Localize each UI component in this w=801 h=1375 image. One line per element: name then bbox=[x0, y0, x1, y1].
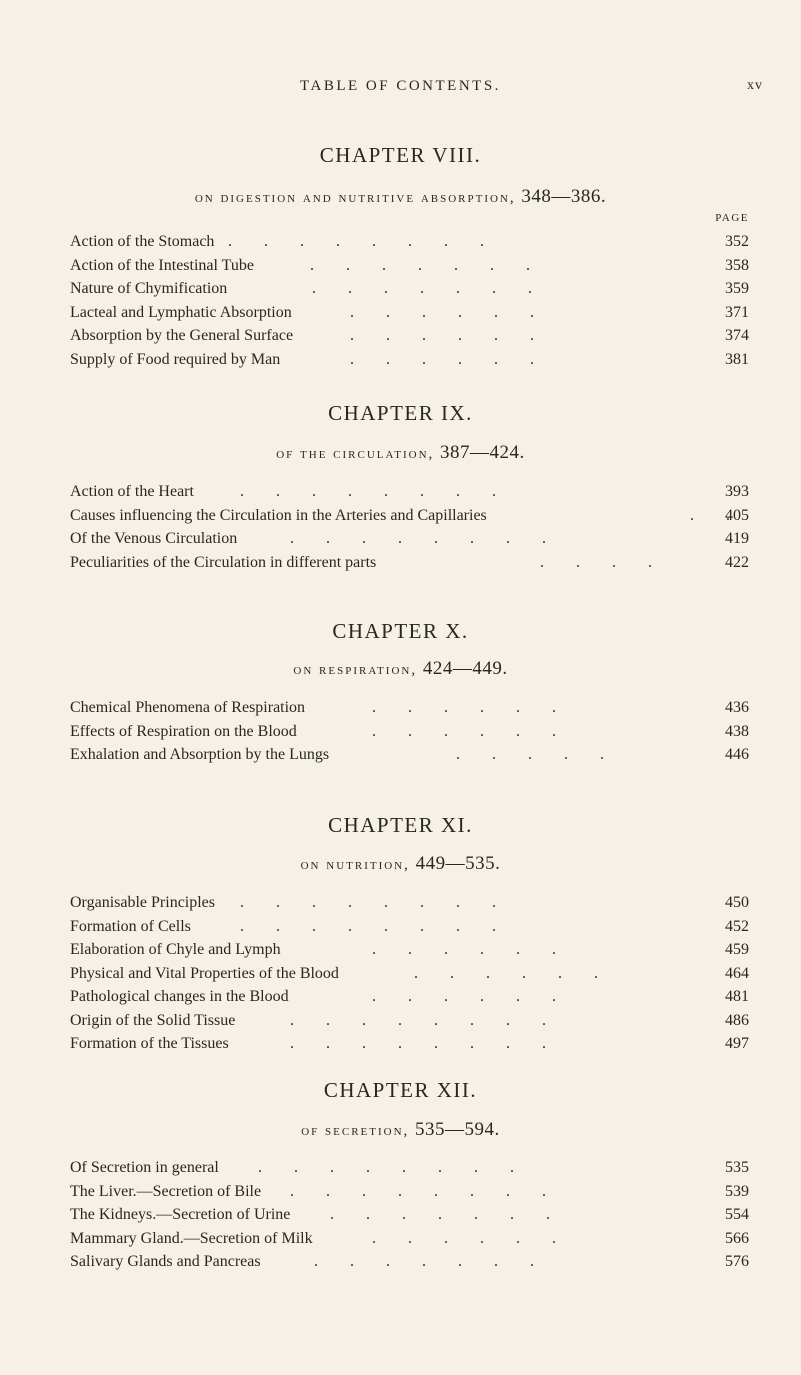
chapter-title: CHAPTER X. bbox=[332, 619, 469, 643]
chapter-page-range: 387—424. bbox=[440, 442, 525, 463]
toc-entry[interactable] bbox=[0, 1180, 801, 1204]
entry-page: 535 bbox=[725, 1159, 749, 1176]
toc-entry[interactable] bbox=[0, 938, 801, 962]
chapter-subtitle bbox=[0, 656, 801, 682]
chapter-subtitle bbox=[0, 1117, 801, 1143]
leader-dots: . . . . . . bbox=[414, 964, 598, 982]
running-head bbox=[0, 78, 801, 102]
running-page-number: xv bbox=[747, 78, 763, 93]
entry-title: Action of the Intestinal Tube bbox=[70, 256, 254, 274]
chapter-title: CHAPTER VIII. bbox=[319, 143, 482, 167]
chapter-subtitle bbox=[0, 184, 801, 210]
chapter-x bbox=[0, 618, 801, 767]
leader-dots: . . . . . . . bbox=[310, 256, 530, 274]
entry-title: Of Secretion in general bbox=[70, 1159, 219, 1176]
leader-dots: . . . . . bbox=[456, 746, 604, 763]
entry-title: Lacteal and Lymphatic Absorption bbox=[70, 303, 292, 321]
toc-entry[interactable] bbox=[0, 962, 801, 986]
entry-title: Pathological changes in the Blood bbox=[70, 988, 289, 1005]
leader-dots: . . . . . . . . bbox=[290, 1035, 546, 1052]
entry-page: 359 bbox=[725, 280, 749, 297]
toc-entry[interactable] bbox=[0, 348, 801, 372]
entry-title: Peculiarities of the Circulation in different parts bbox=[70, 553, 377, 571]
toc-entry[interactable] bbox=[0, 1156, 801, 1180]
chapter-page-range: 449—535. bbox=[415, 853, 501, 874]
chapter-title: CHAPTER XI. bbox=[328, 813, 473, 837]
chapter-title: CHAPTER IX. bbox=[328, 401, 473, 425]
entry-page: 405 bbox=[725, 506, 749, 524]
leader-dots: . . . . . . . . bbox=[290, 1011, 546, 1029]
entry-page: 381 bbox=[725, 350, 749, 368]
toc-entry[interactable] bbox=[0, 1032, 801, 1056]
toc-entry[interactable] bbox=[0, 985, 801, 1009]
chapter-subtitle-text: of the circulation, bbox=[276, 446, 435, 462]
leader-dots: . . . . . . bbox=[350, 303, 534, 321]
entry-page: 497 bbox=[725, 1035, 749, 1052]
chapter-subtitle-text: on digestion and nutritive absorption, bbox=[194, 190, 516, 206]
toc-entry[interactable] bbox=[0, 301, 801, 325]
toc-entry[interactable] bbox=[0, 1203, 801, 1227]
chapter-subtitle-text: of secretion, bbox=[301, 1123, 410, 1139]
chapter-ix bbox=[0, 400, 801, 574]
leader-dots: . . . . . . . bbox=[312, 280, 532, 297]
toc-entry[interactable] bbox=[0, 1250, 801, 1274]
entry-title: Mammary Gland.—Secretion of Milk bbox=[70, 1229, 313, 1247]
page-column-label: PAGE bbox=[715, 212, 749, 224]
entry-page: 576 bbox=[725, 1253, 749, 1270]
entry-title: Elaboration of Chyle and Lymph bbox=[70, 941, 281, 958]
leader-dots: . . . . . . bbox=[372, 722, 556, 740]
entry-title: Absorption by the General Surface bbox=[70, 327, 294, 344]
chapter-xi bbox=[0, 812, 801, 1056]
leader-dots: . . . . . . bbox=[350, 327, 534, 344]
entry-page: 393 bbox=[725, 483, 749, 500]
entry-page: 539 bbox=[725, 1182, 749, 1200]
chapter-subtitle-text: on respiration, bbox=[293, 662, 418, 678]
entry-title: Origin of the Solid Tissue bbox=[70, 1011, 236, 1029]
chapter-subtitle bbox=[0, 440, 801, 466]
entry-page: 446 bbox=[725, 746, 749, 763]
toc-entry[interactable] bbox=[0, 277, 801, 301]
leader-dots: . . . . . . . . bbox=[290, 530, 546, 547]
entry-title: The Liver.—Secretion of Bile bbox=[70, 1182, 262, 1200]
entry-title: Chemical Phenomena of Respiration bbox=[70, 699, 306, 716]
entry-list bbox=[0, 891, 801, 1056]
leader-dots: . . . . . . . . bbox=[240, 483, 496, 500]
leader-dots: . . . . . . . . bbox=[240, 917, 496, 935]
entry-title: Formation of Cells bbox=[70, 917, 191, 935]
entry-title: Organisable Principles bbox=[70, 894, 216, 911]
chapter-title: CHAPTER XII. bbox=[323, 1078, 478, 1102]
leader-dots: . . . . . . . . bbox=[228, 233, 484, 250]
chapter-page-range: 535—594. bbox=[415, 1119, 500, 1140]
entry-title: Action of the Stomach bbox=[70, 233, 215, 250]
toc-entry[interactable] bbox=[0, 891, 801, 915]
leader-dots: . . . . . . bbox=[372, 941, 556, 958]
entry-page: 464 bbox=[725, 964, 749, 982]
entry-page: 452 bbox=[725, 917, 749, 935]
toc-entry[interactable] bbox=[0, 551, 801, 575]
entry-page: 436 bbox=[725, 699, 749, 716]
entry-title: Action of the Heart bbox=[70, 483, 194, 500]
leader-dots: . . . . . . bbox=[372, 988, 556, 1005]
entry-title: Effects of Respiration on the Blood bbox=[70, 722, 297, 740]
entry-title: Salivary Glands and Pancreas bbox=[70, 1253, 261, 1270]
toc-entry[interactable] bbox=[0, 743, 801, 767]
entry-page: 371 bbox=[725, 303, 749, 321]
toc-entry[interactable] bbox=[0, 1009, 801, 1033]
chapter-page-range: 424—449. bbox=[422, 658, 508, 679]
entry-page: 374 bbox=[725, 327, 749, 344]
entry-title: Formation of the Tissues bbox=[70, 1035, 229, 1052]
chapter-page-range: 348—386. bbox=[521, 186, 607, 207]
entry-page: 554 bbox=[725, 1206, 749, 1223]
chapter-viii bbox=[0, 142, 801, 371]
entry-title: Supply of Food required by Man bbox=[70, 350, 281, 368]
entry-page: 419 bbox=[725, 530, 749, 547]
entry-page: 459 bbox=[725, 941, 749, 958]
toc-entry[interactable] bbox=[0, 720, 801, 744]
entry-title: Causes influencing the Circulation in the Arteries and Capillaries bbox=[70, 506, 487, 524]
chapter-subtitle bbox=[0, 851, 801, 877]
chapter-subtitle-text: on nutrition, bbox=[300, 857, 410, 873]
toc-entry[interactable] bbox=[0, 504, 801, 528]
chapter-xii bbox=[0, 1077, 801, 1274]
entry-title: Nature of Chymification bbox=[70, 280, 228, 297]
entry-list bbox=[0, 696, 801, 767]
leader-dots: . . . . . . bbox=[350, 350, 534, 368]
leader-dots: . . . . . . bbox=[372, 1229, 556, 1247]
toc-entry[interactable] bbox=[0, 480, 801, 504]
leader-dots: . . . . . . . . bbox=[290, 1182, 546, 1200]
leader-dots: . . . . . . . bbox=[330, 1206, 550, 1223]
leader-dots: . . . . bbox=[540, 553, 652, 571]
toc-entry[interactable] bbox=[0, 696, 801, 720]
running-title: TABLE OF CONTENTS. bbox=[300, 78, 501, 94]
entry-page: 486 bbox=[725, 1011, 749, 1029]
entry-title: Physical and Vital Properties of the Blood bbox=[70, 964, 339, 982]
entry-page: 438 bbox=[725, 722, 749, 740]
toc-entry[interactable] bbox=[0, 230, 801, 254]
toc-entry[interactable] bbox=[0, 915, 801, 939]
entry-page: 450 bbox=[725, 894, 749, 911]
entry-page: 566 bbox=[725, 1229, 749, 1247]
entry-title: Exhalation and Absorption by the Lungs bbox=[70, 746, 330, 763]
entry-page: 481 bbox=[725, 988, 749, 1005]
entry-title: Of the Venous Circulation bbox=[70, 530, 238, 547]
leader-dots: . . . . . . bbox=[372, 699, 556, 716]
toc-entry[interactable] bbox=[0, 324, 801, 348]
leader-dots: . . . . . . . bbox=[314, 1253, 534, 1270]
toc-entry[interactable] bbox=[0, 527, 801, 551]
toc-entry[interactable] bbox=[0, 1227, 801, 1251]
leader-dots: . . . . . . . . bbox=[258, 1159, 514, 1176]
entry-list bbox=[0, 210, 801, 371]
entry-page: 422 bbox=[725, 553, 749, 571]
entry-list bbox=[0, 480, 801, 574]
leader-dots: . . . . . . . . bbox=[240, 894, 496, 911]
entry-title: The Kidneys.—Secretion of Urine bbox=[70, 1206, 291, 1223]
toc-entry[interactable] bbox=[0, 254, 801, 278]
entry-page: 358 bbox=[725, 256, 749, 274]
leader-dots: . . bbox=[690, 506, 730, 524]
entry-page: 352 bbox=[725, 233, 749, 250]
entry-list bbox=[0, 1156, 801, 1274]
